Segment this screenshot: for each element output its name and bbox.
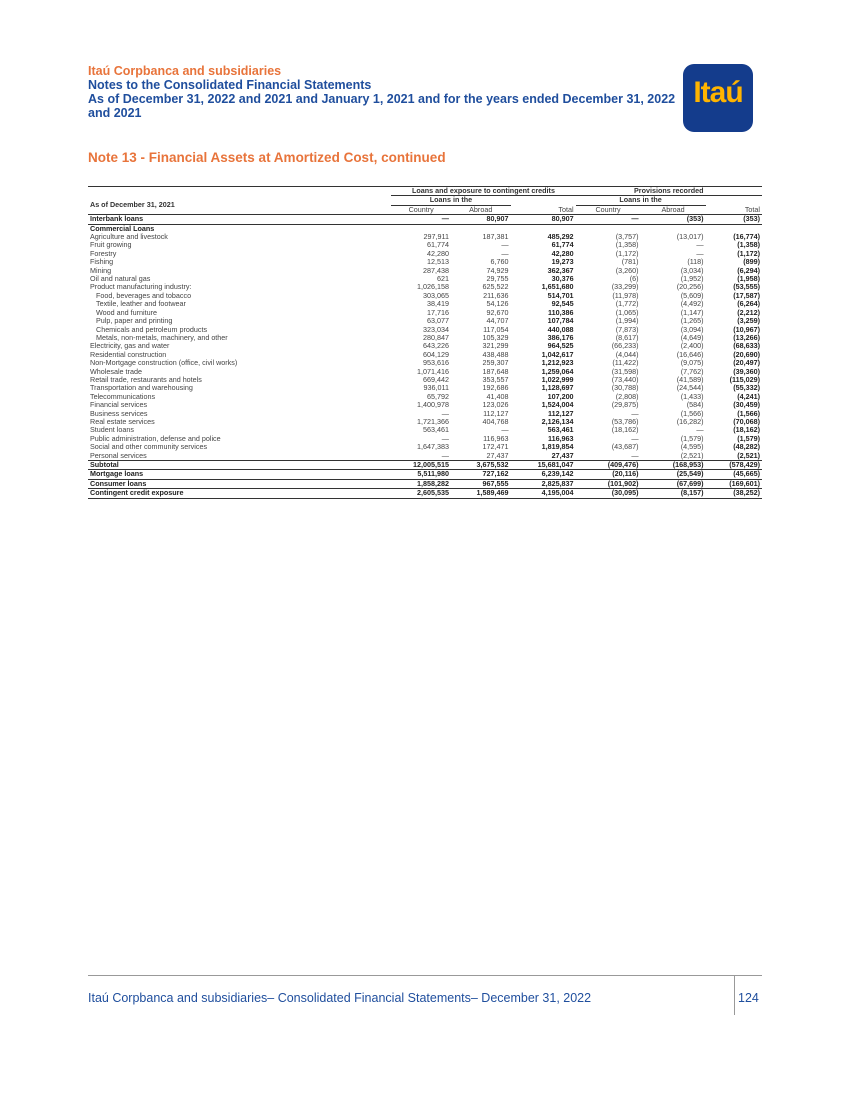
cell-provision-abroad: — bbox=[696, 426, 704, 435]
cell-abroad: 727,162 bbox=[451, 470, 511, 479]
cell-country: 297,911 bbox=[423, 233, 449, 242]
cell-abroad: 321,299 bbox=[482, 342, 509, 351]
cell-provision-total: (10,967) bbox=[733, 325, 760, 334]
cell-total: 6,239,142 bbox=[511, 470, 576, 479]
cell-total: 27,437 bbox=[551, 451, 574, 460]
row-label: Contingent credit exposure bbox=[88, 489, 391, 498]
cell-total: 964,525 bbox=[547, 342, 574, 351]
notes-title: Notes to the Consolidated Financial Statements bbox=[88, 78, 372, 92]
cell-provision-total: (68,633) bbox=[733, 342, 760, 351]
cell-provision-abroad: (16,646) bbox=[676, 350, 704, 359]
cell-abroad: 27,437 bbox=[486, 451, 509, 460]
cell-provision-abroad: (2,521) bbox=[680, 451, 704, 460]
cell-provision-country: — bbox=[631, 451, 639, 460]
table-row bbox=[88, 233, 762, 241]
cell-country: — bbox=[441, 409, 449, 418]
cell-provision-abroad: (584) bbox=[686, 401, 704, 410]
row-label: Interbank loans bbox=[88, 215, 391, 224]
cell-country: 1,721,366 bbox=[416, 417, 449, 426]
cell-provision-abroad: (2,400) bbox=[680, 342, 704, 351]
row-label: Retail trade, restaurants and hotels bbox=[90, 375, 202, 384]
cell-total: 514,701 bbox=[547, 291, 574, 300]
row-label: Forestry bbox=[90, 249, 117, 258]
cell-abroad: 1,589,469 bbox=[451, 489, 511, 498]
cell-abroad: 105,329 bbox=[482, 333, 509, 342]
cell-provision-abroad: (1,265) bbox=[680, 317, 704, 326]
cell-abroad: 3,675,532 bbox=[451, 461, 511, 470]
cell-provision-abroad: (353) bbox=[641, 215, 706, 224]
row-label: Business services bbox=[90, 409, 148, 418]
cell-country: 323,034 bbox=[422, 325, 449, 334]
cell-provision-country: (31,598) bbox=[611, 367, 639, 376]
cell-provision-total: (18,162) bbox=[733, 426, 760, 435]
row-label: Commercial Loans bbox=[88, 224, 391, 233]
row-label: Student loans bbox=[90, 426, 134, 435]
cell-country: 953,616 bbox=[422, 359, 449, 368]
cell-provision-total: (115,029) bbox=[729, 375, 760, 384]
table-row bbox=[88, 283, 762, 291]
cell-provision-country: (29,875) bbox=[611, 401, 639, 410]
cell-total: 107,784 bbox=[547, 317, 574, 326]
cell-provision-abroad: (1,579) bbox=[680, 434, 704, 443]
row-label: Food, beverages and tobacco bbox=[96, 291, 192, 300]
row-label: Wholesale trade bbox=[90, 367, 142, 376]
cell-total: 1,042,617 bbox=[541, 350, 574, 359]
cell-provision-country bbox=[576, 224, 641, 233]
cell-country: 669,442 bbox=[422, 375, 449, 384]
cell-abroad: 112,127 bbox=[483, 409, 509, 418]
header-total: Total bbox=[558, 205, 574, 214]
row-label: Mortgage loans bbox=[88, 470, 391, 479]
loans-table bbox=[88, 186, 762, 499]
cell-provision-country: (11,422) bbox=[612, 359, 639, 368]
cell-provision-abroad: (3,094) bbox=[680, 325, 704, 334]
cell-provision-abroad: (168,953) bbox=[641, 461, 706, 470]
header-provision-abroad: Abroad bbox=[661, 205, 685, 214]
row-label: Agriculture and livestock bbox=[90, 233, 168, 242]
table-row bbox=[88, 359, 762, 367]
cell-country: 65,792 bbox=[426, 392, 449, 401]
table-row bbox=[88, 470, 762, 479]
table-row bbox=[88, 250, 762, 258]
cell-provision-total: (20,497) bbox=[733, 359, 760, 368]
header-loans-in-the-provisions: Loans in the bbox=[576, 196, 706, 205]
cell-provision-country: (8,617) bbox=[615, 333, 639, 342]
table-row bbox=[88, 489, 762, 498]
cell-total: 440,088 bbox=[547, 325, 574, 334]
cell-provision-country: (1,994) bbox=[615, 317, 639, 326]
cell-country: 42,280 bbox=[426, 249, 449, 258]
header-country: Country bbox=[408, 205, 434, 214]
cell-provision-country: (101,902) bbox=[576, 479, 641, 488]
cell-country: 2,605,535 bbox=[391, 489, 451, 498]
table-row bbox=[88, 426, 762, 434]
cell-abroad: 211,636 bbox=[483, 291, 509, 300]
cell-provision-abroad: (41,589) bbox=[676, 375, 704, 384]
page-number: 124 bbox=[738, 991, 759, 1005]
row-label: Metals, non-metals, machinery, and other bbox=[96, 333, 228, 342]
header-loans-in-the: Loans in the bbox=[391, 196, 510, 205]
cell-abroad: 116,963 bbox=[483, 434, 509, 443]
cell-provision-abroad: (25,549) bbox=[641, 470, 706, 479]
cell-provision-total: (16,774) bbox=[733, 233, 760, 242]
cell-provision-abroad: (20,256) bbox=[676, 283, 704, 292]
cell-country: 1,400,978 bbox=[416, 401, 449, 410]
cell-total: 107,200 bbox=[547, 392, 574, 401]
cell-abroad: 967,555 bbox=[451, 479, 511, 488]
cell-country: 61,774 bbox=[426, 241, 449, 250]
table-row bbox=[88, 393, 762, 401]
row-label: Residential construction bbox=[90, 350, 167, 359]
cell-provision-total: (1,172) bbox=[737, 249, 760, 258]
cell-provision-country: (53,786) bbox=[611, 417, 639, 426]
cell-provision-country: (73,440) bbox=[611, 375, 639, 384]
cell-provision-total: (70,068) bbox=[733, 417, 760, 426]
cell-provision-abroad: (7,762) bbox=[680, 367, 704, 376]
cell-total: 92,545 bbox=[551, 300, 574, 309]
cell-provision-total: (3,259) bbox=[737, 317, 760, 326]
row-label: Electricity, gas and water bbox=[90, 342, 170, 351]
cell-provision-total: (6,264) bbox=[737, 300, 760, 309]
cell-provision-total: (20,690) bbox=[733, 350, 760, 359]
cell-abroad: 187,381 bbox=[482, 233, 509, 242]
cell-total: 1,651,680 bbox=[541, 283, 574, 292]
cell-country: 563,461 bbox=[422, 426, 449, 435]
row-label: Transportation and warehousing bbox=[90, 384, 193, 393]
cell-country: 12,005,515 bbox=[391, 461, 451, 470]
cell-provision-abroad bbox=[641, 224, 706, 233]
cell-total: 563,461 bbox=[547, 426, 574, 435]
cell-provision-country: (20,116) bbox=[576, 470, 641, 479]
cell-provision-abroad: (1,952) bbox=[680, 275, 704, 284]
cell-provision-total: (169,601) bbox=[706, 479, 762, 488]
header-provision-total: Total bbox=[744, 205, 760, 214]
cell-provision-country: (30,788) bbox=[611, 384, 639, 393]
cell-provision-country: (1,172) bbox=[615, 249, 639, 258]
cell-abroad: 6,760 bbox=[490, 258, 509, 267]
cell-abroad: 259,307 bbox=[482, 359, 509, 368]
cell-total: 15,681,047 bbox=[511, 461, 576, 470]
cell-provision-country: — bbox=[631, 409, 639, 418]
cell-abroad: 404,768 bbox=[482, 417, 509, 426]
cell-provision-abroad: (13,017) bbox=[676, 233, 704, 242]
cell-country: 38,419 bbox=[426, 300, 449, 309]
cell-abroad: 172,471 bbox=[482, 443, 509, 452]
cell-provision-total: (2,521) bbox=[737, 451, 760, 460]
cell-provision-abroad: — bbox=[696, 249, 704, 258]
cell-provision-abroad: (8,157) bbox=[641, 489, 706, 498]
cell-provision-total: (2,212) bbox=[737, 308, 760, 317]
cell-total: 80,907 bbox=[511, 215, 576, 224]
footer-page-divider bbox=[734, 975, 735, 1015]
cell-total: 1,524,004 bbox=[541, 401, 574, 410]
cell-provision-country: (1,065) bbox=[615, 308, 639, 317]
cell-provision-abroad: (16,282) bbox=[676, 417, 704, 426]
cell-country: 12,513 bbox=[426, 258, 449, 267]
row-label: Fruit growing bbox=[90, 241, 132, 250]
cell-provision-total: (55,332) bbox=[733, 384, 760, 393]
table-row bbox=[88, 461, 762, 470]
cell-abroad: 438,488 bbox=[482, 350, 509, 359]
cell-provision-abroad: (24,544) bbox=[676, 384, 704, 393]
cell-total: 386,176 bbox=[547, 333, 574, 342]
cell-provision-abroad: (1,433) bbox=[680, 392, 704, 401]
footer-text: Itaú Corpbanca and subsidiaries– Consolidated Financial Statements– December 31, 2022 bbox=[88, 991, 592, 1005]
cell-total: 362,367 bbox=[547, 266, 574, 275]
cell-country bbox=[391, 224, 451, 233]
cell-country: 1,647,383 bbox=[416, 443, 449, 452]
cell-abroad: 41,408 bbox=[486, 392, 509, 401]
cell-provision-country: (11,978) bbox=[612, 291, 639, 300]
cell-total: 2,126,134 bbox=[541, 417, 574, 426]
row-label: Pulp, paper and printing bbox=[96, 317, 173, 326]
cell-provision-abroad: (9,075) bbox=[680, 359, 704, 368]
row-label: Oil and natural gas bbox=[90, 275, 151, 284]
cell-provision-total: (578,429) bbox=[706, 461, 762, 470]
cell-provision-total: (38,252) bbox=[706, 489, 762, 498]
cell-total: 19,273 bbox=[551, 258, 574, 267]
cell-country: — bbox=[441, 451, 449, 460]
cell-country: 63,077 bbox=[426, 317, 449, 326]
cell-provision-country: — bbox=[576, 215, 641, 224]
row-label: Telecommunications bbox=[90, 392, 156, 401]
cell-country: 621 bbox=[436, 275, 449, 284]
table-row bbox=[88, 384, 762, 392]
table-row bbox=[88, 258, 762, 266]
note-title: Note 13 - Financial Assets at Amortized Cost, continued bbox=[88, 150, 446, 165]
table-row bbox=[88, 479, 762, 488]
cell-abroad: 74,929 bbox=[486, 266, 509, 275]
row-label: Product manufacturing industry: bbox=[90, 283, 192, 292]
cell-provision-country: (3,757) bbox=[615, 233, 639, 242]
cell-abroad: — bbox=[501, 249, 509, 258]
cell-abroad: 80,907 bbox=[451, 215, 511, 224]
cell-total: 110,386 bbox=[547, 308, 574, 317]
row-label: Consumer loans bbox=[88, 479, 391, 488]
cell-provision-total: (30,459) bbox=[733, 401, 760, 410]
cell-total: 30,376 bbox=[551, 275, 574, 284]
cell-provision-country: (2,808) bbox=[615, 392, 639, 401]
header-as-of: As of December 31, 2021 bbox=[90, 199, 175, 209]
row-label: Wood and furniture bbox=[96, 308, 157, 317]
table-row bbox=[88, 317, 762, 325]
company-name: Itaú Corpbanca and subsidiaries bbox=[88, 64, 282, 78]
cell-provision-country: (4,044) bbox=[615, 350, 639, 359]
table-row bbox=[88, 418, 762, 426]
table-row bbox=[88, 351, 762, 359]
row-label: Fishing bbox=[90, 258, 114, 267]
row-label: Real estate services bbox=[90, 417, 155, 426]
cell-abroad: 54,126 bbox=[486, 300, 509, 309]
cell-total: 1,128,697 bbox=[541, 384, 574, 393]
row-label: Financial services bbox=[90, 401, 148, 410]
table-row bbox=[88, 292, 762, 300]
cell-provision-total: (1,958) bbox=[737, 275, 760, 284]
cell-abroad: — bbox=[501, 426, 509, 435]
cell-provision-country: (1,772) bbox=[615, 300, 639, 309]
cell-total: 4,195,004 bbox=[511, 489, 576, 498]
header-provisions-group: Provisions recorded bbox=[576, 187, 762, 196]
cell-total: 485,292 bbox=[547, 233, 574, 242]
cell-provision-total: (4,241) bbox=[737, 392, 760, 401]
cell-abroad: 117,054 bbox=[483, 325, 509, 334]
row-label: Mining bbox=[90, 266, 112, 275]
row-label: Chemicals and petroleum products bbox=[96, 325, 208, 334]
cell-country: 303,065 bbox=[422, 291, 449, 300]
cell-provision-abroad: (4,649) bbox=[680, 333, 704, 342]
cell-provision-total: (1,566) bbox=[737, 409, 760, 418]
table-row bbox=[88, 452, 762, 461]
cell-total: 42,280 bbox=[551, 249, 574, 258]
cell-provision-total: (6,294) bbox=[737, 266, 760, 275]
row-label: Personal services bbox=[90, 451, 147, 460]
cell-country: 5,511,980 bbox=[391, 470, 451, 479]
cell-abroad: — bbox=[501, 241, 509, 250]
cell-provision-country: (33,299) bbox=[611, 283, 639, 292]
header-provision-country: Country bbox=[595, 205, 621, 214]
cell-provision-total: (45,665) bbox=[706, 470, 762, 479]
cell-abroad: 353,557 bbox=[482, 375, 509, 384]
cell-abroad: 44,707 bbox=[486, 317, 509, 326]
row-label: Public administration, defense and police bbox=[90, 434, 221, 443]
cell-provision-country: (409,476) bbox=[576, 461, 641, 470]
cell-provision-total: (353) bbox=[706, 215, 762, 224]
cell-provision-total: (1,358) bbox=[737, 241, 760, 250]
cell-total: 1,022,999 bbox=[541, 375, 574, 384]
cell-provision-total: (1,579) bbox=[737, 434, 760, 443]
cell-provision-country: (7,873) bbox=[615, 325, 639, 334]
cell-provision-abroad: (3,034) bbox=[680, 266, 704, 275]
cell-provision-abroad: (1,566) bbox=[680, 409, 704, 418]
cell-provision-abroad: (67,699) bbox=[641, 479, 706, 488]
cell-total bbox=[511, 224, 576, 233]
cell-total: 1,819,854 bbox=[541, 443, 574, 452]
cell-total: 1,212,923 bbox=[541, 359, 574, 368]
cell-provision-abroad: (4,595) bbox=[680, 443, 704, 452]
table-row bbox=[88, 334, 762, 342]
period-line-1: As of December 31, 2022 and 2021 and January 1, 2021 and for the years ended December 31, 2022 bbox=[88, 92, 676, 106]
row-label: Subtotal bbox=[88, 461, 391, 470]
table-row bbox=[88, 401, 762, 409]
cell-total: 116,963 bbox=[547, 434, 574, 443]
cell-country: — bbox=[391, 215, 451, 224]
table-row bbox=[88, 224, 762, 233]
cell-provision-total: (39,360) bbox=[733, 367, 760, 376]
table-row bbox=[88, 368, 762, 376]
table-row bbox=[88, 326, 762, 334]
cell-country: 1,858,282 bbox=[391, 479, 451, 488]
cell-abroad bbox=[451, 224, 511, 233]
table-row bbox=[88, 342, 762, 350]
cell-country: 287,438 bbox=[422, 266, 449, 275]
cell-provision-country: (781) bbox=[621, 258, 639, 267]
cell-provision-total: (17,587) bbox=[733, 291, 760, 300]
cell-provision-total: (13,266) bbox=[733, 333, 760, 342]
header-abroad: Abroad bbox=[469, 205, 493, 214]
cell-provision-country: (3,260) bbox=[615, 266, 639, 275]
table-row bbox=[88, 267, 762, 275]
cell-provision-country: (18,162) bbox=[611, 426, 639, 435]
table-row bbox=[88, 410, 762, 418]
cell-country: 643,226 bbox=[422, 342, 449, 351]
cell-provision-abroad: (5,609) bbox=[680, 291, 704, 300]
cell-abroad: 92,670 bbox=[486, 308, 509, 317]
cell-country: 17,716 bbox=[426, 308, 449, 317]
cell-abroad: 192,686 bbox=[482, 384, 509, 393]
table-row bbox=[88, 309, 762, 317]
cell-provision-country: (1,358) bbox=[615, 241, 639, 250]
itau-logo bbox=[683, 64, 753, 132]
cell-provision-abroad: (4,492) bbox=[680, 300, 704, 309]
cell-country: — bbox=[441, 434, 449, 443]
cell-provision-total bbox=[706, 224, 762, 233]
cell-country: 280,847 bbox=[422, 333, 449, 342]
table-body bbox=[88, 215, 762, 498]
cell-abroad: 625,522 bbox=[482, 283, 509, 292]
cell-country: 604,129 bbox=[422, 350, 449, 359]
cell-country: 1,026,158 bbox=[416, 283, 449, 292]
cell-provision-total: (48,282) bbox=[733, 443, 760, 452]
table-row bbox=[88, 376, 762, 384]
table-row bbox=[88, 275, 762, 283]
table-row bbox=[88, 435, 762, 443]
table-row bbox=[88, 300, 762, 308]
cell-provision-abroad: — bbox=[696, 241, 704, 250]
cell-abroad: 123,026 bbox=[482, 401, 509, 410]
cell-abroad: 29,755 bbox=[486, 275, 509, 284]
cell-abroad: 187,648 bbox=[482, 367, 509, 376]
cell-provision-country: (43,687) bbox=[611, 443, 639, 452]
cell-provision-abroad: (118) bbox=[687, 258, 704, 267]
row-label: Non-Mortgage construction (office, civil works) bbox=[90, 359, 238, 368]
cell-total: 112,127 bbox=[547, 409, 574, 418]
cell-provision-country: (66,233) bbox=[611, 342, 639, 351]
row-label: Textile, leather and footwear bbox=[96, 300, 186, 309]
table-row bbox=[88, 443, 762, 451]
period-line-2: and 2021 bbox=[88, 106, 142, 120]
cell-provision-country: — bbox=[631, 434, 639, 443]
cell-total: 61,774 bbox=[551, 241, 574, 250]
page-header bbox=[88, 64, 688, 120]
row-label: Social and other community services bbox=[90, 443, 208, 452]
table-row bbox=[88, 241, 762, 249]
table-row bbox=[88, 215, 762, 224]
cell-total: 1,259,064 bbox=[541, 367, 574, 376]
cell-country: 1,071,416 bbox=[416, 367, 449, 376]
cell-provision-abroad: (1,147) bbox=[680, 308, 704, 317]
header-loans-group: Loans and exposure to contingent credits bbox=[391, 187, 575, 196]
cell-provision-total: (53,555) bbox=[733, 283, 760, 292]
cell-provision-country: (30,095) bbox=[576, 489, 641, 498]
logo-text: Itaú bbox=[693, 76, 743, 109]
footer-divider bbox=[88, 975, 762, 976]
cell-provision-country: (6) bbox=[629, 275, 639, 284]
cell-total: 2,825,837 bbox=[511, 479, 576, 488]
cell-provision-total: (899) bbox=[743, 258, 760, 267]
cell-country: 936,011 bbox=[423, 384, 449, 393]
